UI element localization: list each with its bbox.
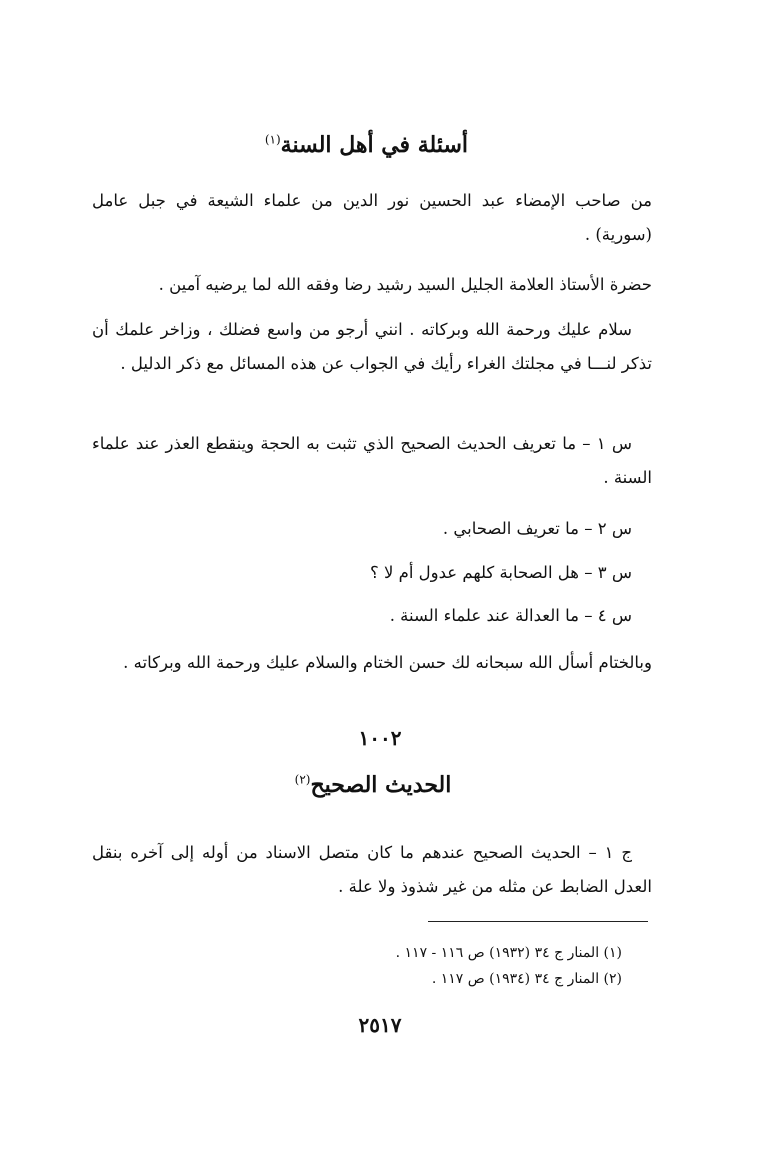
- section-heading: [264, 132, 468, 158]
- greeting-paragraph: سلام عليك ورحمة الله وبركاته . انني أرجو من واسع فضلك ، وزاخر علمك أن تذكر لنـــا في مجلتك الغراء رأيك في الجواب عن هذه المسائل مع ذكر الدليل .: [92, 320, 652, 373]
- question-2: س ٢ – ما تعريف الصحابي .: [442, 519, 632, 538]
- question-1: س ١ – ما تعريف الحديث الصحيح الذي تثبت به الحجة وينقطع العذر عند علماء السنة .: [92, 434, 652, 487]
- answer-heading-text: الحديث الصحيح: [310, 772, 452, 798]
- footnote-ref-1: (١): [264, 132, 281, 147]
- source-paragraph: من صاحب الإمضاء عبد الحسين نور الدين من علماء الشيعة في جبل عامل (سورية) .: [92, 191, 652, 244]
- answer-paragraph: ج ١ – الحديث الصحيح عندهم ما كان متصل الاسناد من أوله إلى آخره بنقل العدل الضابط عن مثله من غير شذوذ ولا علة .: [92, 843, 652, 896]
- item-number: ١٠٠٢: [358, 726, 402, 750]
- footnote-2: (٢) المنار ج ٣٤ (١٩٣٤) ص ١١٧ .: [431, 971, 622, 987]
- closing-line: وبالختام أسأل الله سبحانه لك حسن الختام والسلام عليك ورحمة الله وبركاته .: [123, 653, 652, 672]
- footnote-1: (١) المنار ج ٣٤ (١٩٣٢) ص ١١٦ - ١١٧ .: [395, 945, 622, 961]
- answer-heading: [278, 772, 468, 798]
- footnote-divider: [428, 921, 648, 922]
- question-3: س ٣ – هل الصحابة كلهم عدول أم لا ؟: [369, 563, 632, 582]
- section-heading-text: أسئلة في أهل السنة: [280, 132, 468, 158]
- question-4: س ٤ – ما العدالة عند علماء السنة .: [389, 606, 632, 625]
- address-line: حضرة الأستاذ العلامة الجليل السيد رشيد رضا وفقه الله لما يرضيه آمين .: [158, 275, 652, 294]
- footnote-ref-2: (٢): [294, 772, 311, 787]
- page-number: ٢٥١٧: [358, 1013, 402, 1037]
